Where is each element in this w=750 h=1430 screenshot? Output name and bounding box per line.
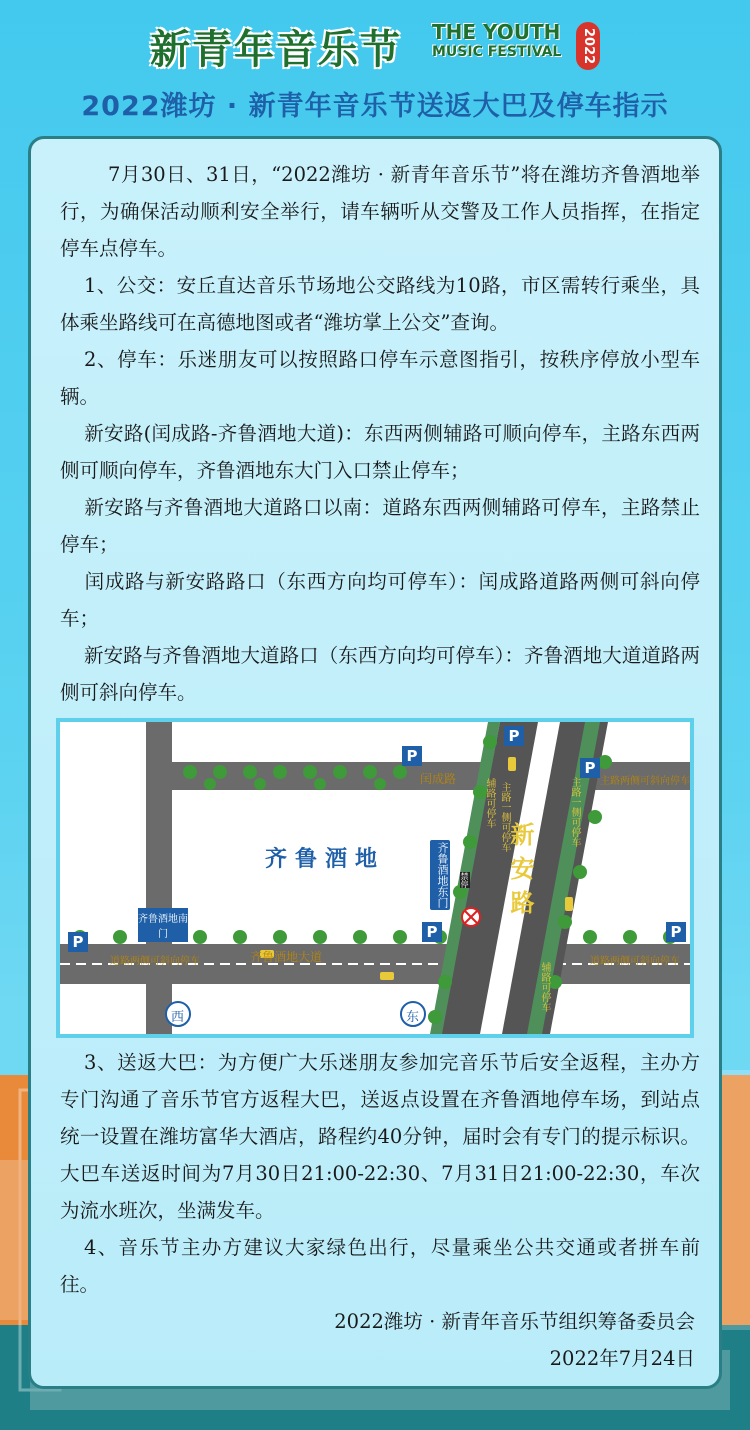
map-label-venue: 齐鲁酒地 [265,847,386,872]
parking-sign-icon: P [666,922,686,942]
map-label-side-left-1: 辅路可停车 [484,778,495,828]
paragraph-bus: 1、公交：安丘直达音乐节场地公交路线为10路，市区需转行乘坐，具体乘坐路线可在高德地图或者“潍坊掌上公交”查询。 [60,274,700,334]
map-label-xinan-road: 新安路 [506,822,534,924]
parking-sign-icon: P [580,758,600,778]
parking-sign-icon: P [68,932,88,952]
map-label-east: 东 [406,1010,420,1025]
parking-sign-icon: P [422,922,442,942]
map-label-south-gate: 齐鲁酒地南门 [138,908,188,942]
map-label-diag-parking-1: 主路两侧可斜向停车 [600,776,690,787]
map-label-east-gate: 齐鲁酒地东门 [430,840,450,910]
paragraph-xinan-road: 新安路(闰成路-齐鲁酒地大道)：东西两侧辅路可顺向停车，主路东西两侧可顺向停车，齐鲁酒地东大门入口禁止停车； [60,422,700,482]
signature-date: 2022年7月24日 [549,1347,695,1370]
parking-map [56,718,694,1038]
page-title: 2022潍坊 · 新青年音乐节送返大巴及停车指示 [81,91,669,122]
paragraph-parking: 2、停车：乐迷朋友可以按照路口停车示意图指引，按秩序停放小型车辆。 [60,348,700,408]
map-label-side-left-2: 主路一侧可停车 [499,782,510,852]
map-label-diag-parking-2: 道路两侧可斜向停车 [110,956,200,967]
logo-english-line1: THE YOUTH [432,20,561,44]
parking-sign-icon: P [402,746,422,766]
map-label-qilu-avenue: 齐鲁酒地大道 [250,950,323,964]
paragraph-runcheng: 闰成路与新安路路口（东西方向均可停车）：闰成路道路两侧可斜向停车； [60,570,700,630]
paragraph-shuttle-bus: 3、送返大巴：为方便广大乐迷朋友参加完音乐节后安全返程，主办方专门沟通了音乐节官方返程大巴，送返点设置在齐鲁酒地停车场，到站点统一设置在潍坊富华大酒店，路程约40分钟，届时会有专门的提示标识。大巴车送返时间为7月30日21:00-22:30、7月31日21:00-22:30，车次为流水班次，坐满发车。 [60,1051,700,1222]
logo-english-line2: MUSIC FESTIVAL [432,44,562,60]
paragraph-xinan-qilu: 新安路与齐鲁酒地大道路口（东西方向均可停车）：齐鲁酒地大道道路两侧可斜向停车。 [60,644,700,704]
logo-year-badge: 2022 [576,22,600,70]
map-label-diag-parking-3: 道路两侧可斜向停车 [590,956,680,967]
festival-logo [0,6,750,76]
signature-organizer: 2022潍坊 · 新青年音乐节组织筹备委员会 [334,1310,695,1333]
paragraph-green-travel: 4、音乐节主办方建议大家绿色出行，尽量乘坐公共交通或者拼车前往。 [60,1236,700,1296]
paragraph-xinan-south: 新安路与齐鲁酒地大道路口以南：道路东西两侧辅路可停车，主路禁止停车； [60,496,700,556]
parking-sign-icon: P [504,726,524,746]
map-label-side-right-2: 辅路可停车 [539,962,550,1012]
map-label-no-parking: 禁停 [460,872,469,888]
paragraph-intro: 7月30日、31日，“2022潍坊 · 新青年音乐节”将在潍坊齐鲁酒地举行，为确保活动顺利安全举行，请车辆听从交警及工作人员指挥，在指定停车点停车。 [60,163,700,260]
map-label-side-right-1: 主路一侧可停车 [569,777,580,847]
logo-chinese: 新青年音乐节 [150,27,402,73]
map-label-west: 西 [171,1010,185,1025]
map-label-runcheng: 闰成路 [420,772,457,786]
